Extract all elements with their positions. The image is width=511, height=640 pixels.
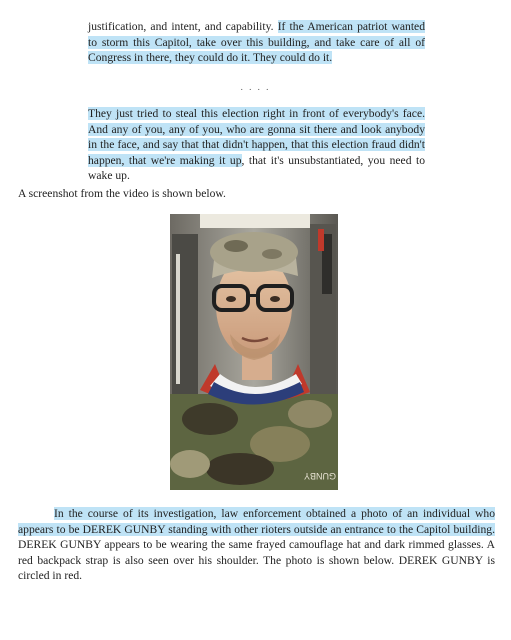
ellipsis-separator: . . . . <box>240 82 271 92</box>
quote-block-1 <box>88 19 425 66</box>
quote-1-text: justification, and intent, and capability. <box>88 20 278 33</box>
quote-2-highlighted-text: They just tried to steal this election right in front of everybody's face. And any of you, any of you, who are gonna sit there and look anybody in the face, and say that that didn't happen, that this election fraud didn't happen, that we're making it up <box>88 107 425 167</box>
photo-caption: A screenshot from the video is shown below. <box>18 187 226 200</box>
quote-2-text: , that it's unsubstantiated, you need to wake up. <box>88 153 425 182</box>
quote-1-highlighted-text: If the American patriot wanted to storm this Capitol, take over this building, and take care of all of Congress in there, they could do it. They could do it. <box>88 20 425 64</box>
investigation-paragraph <box>18 506 495 584</box>
investigation-text: DEREK GUNBY appears to be wearing the same frayed camouflage hat and dark rimmed glasses. A red backpack strap is also seen over his shoulder. The photo is shown below. DEREK GUNBY is circled in red. <box>18 538 495 582</box>
quote-block-2 <box>88 106 425 184</box>
name-tape-text: GUNBY <box>303 471 337 481</box>
investigation-highlighted-text: In the course of its investigation, law enforcement obtained a photo of an individual who appears to be DEREK GUNBY standing with other rioters outside an entrance to the Capitol building. <box>18 507 495 536</box>
video-screenshot-photo <box>170 214 338 490</box>
